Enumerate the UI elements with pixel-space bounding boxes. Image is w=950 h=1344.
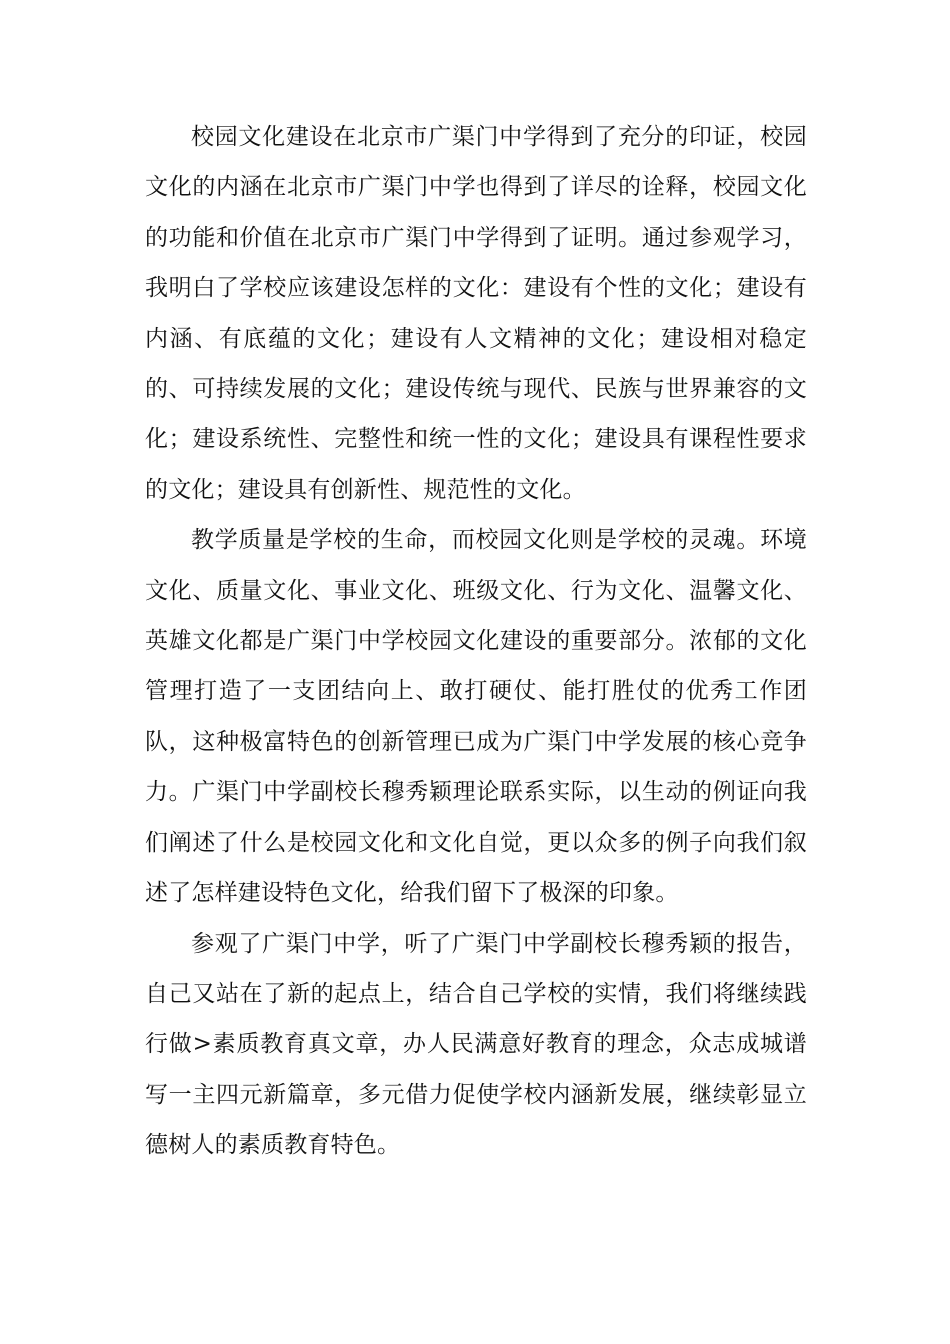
paragraph-2: 教学质量是学校的生命，而校园文化则是学校的灵魂。环境文化、质量文化、事业文化、班级文化、行为文化、温馨文化、英雄文化都是广渠门中学校园文化建设的重要部分。浓郁的文化管理打造了一支团结向上、敢打硬仗、能打胜仗的优秀工作团队，这种极富特色的创新管理已成为广渠门中学发展的核心竞争力。广渠门中学副校长穆秀颖理论联系实际，以生动的例证向我们阐述了什么是校园文化和文化自觉，更以众多的例子向我们叙述了怎样建设特色文化，给我们留下了极深的印象。 [145, 527, 807, 907]
paragraph-1: 校园文化建设在北京市广渠门中学得到了充分的印证，校园文化的内涵在北京市广渠门中学也得到了详尽的诠释，校园文化的功能和价值在北京市广渠门中学得到了证明。通过参观学习，我明白了学校应该建设怎样的文化：建设有个性的文化；建设有内涵、有底蕴的文化；建设有人文精神的文化；建设相对稳定的、可持续发展的文化；建设传统与现代、民族与世界兼容的文化；建设系统性、完整性和统一性的文化；建设具有课程性要求的文化；建设具有创新性、规范性的文化。 [145, 124, 807, 503]
document-body [145, 112, 807, 1171]
paragraph-3: 参观了广渠门中学，听了广渠门中学副校长穆秀颖的报告，自己又站在了新的起点上，结合自己学校的实情，我们将继续践行做>素质教育真文章，办人民满意好教育的理念，众志成城谱写一主四元新篇章，多元借力促使学校内涵新发展，继续彰显立德树人的素质教育特色。 [145, 930, 807, 1159]
